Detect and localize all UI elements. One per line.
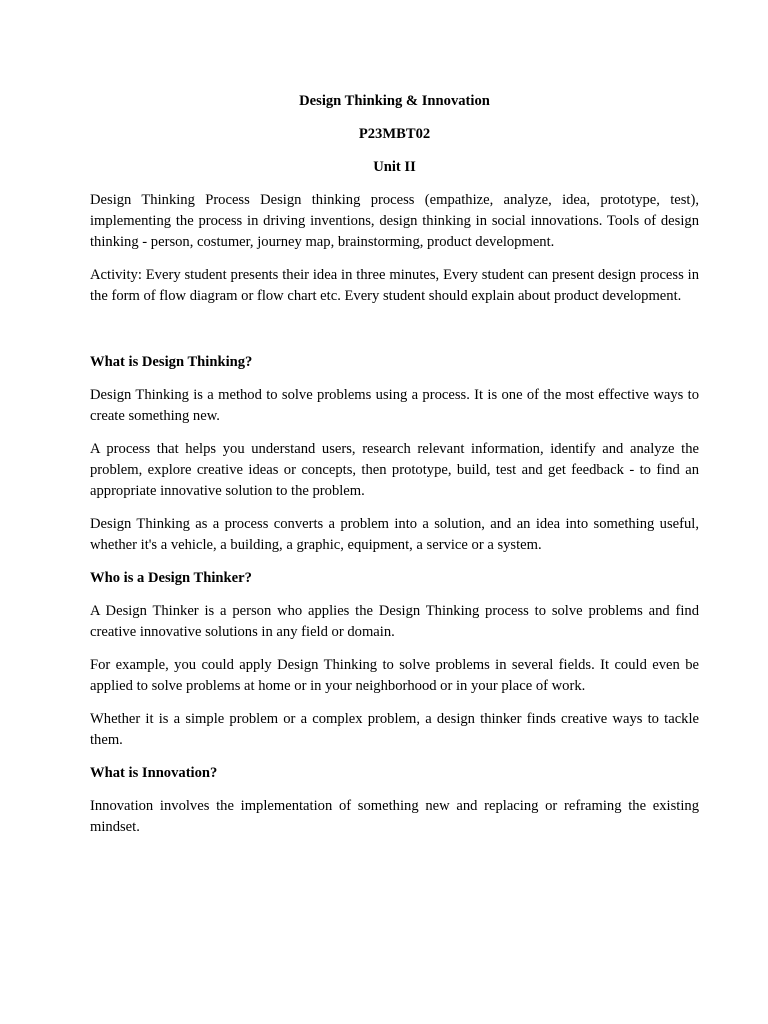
activity-paragraph: Activity: Every student presents their idea in three minutes, Every student can present design process in the form of flow diagram or flow chart etc. Every student should explain about product development. <box>90 267 699 304</box>
paragraph: Design Thinking as a process converts a problem into a solution, and an idea into something useful, whether it's a vehicle, a building, a graphic, equipment, a service or a system. <box>90 516 699 553</box>
document-page <box>90 91 699 850</box>
unit-heading: Unit II <box>373 159 416 175</box>
section-heading-design-thinker: Who is a Design Thinker? <box>90 570 252 586</box>
intro-paragraph: Design Thinking Process Design thinking process (empathize, analyze, idea, prototype, test), implementing the process in driving inventions, design thinking in social innovations. Tools of design thinking - person, costumer, journey map, brainstorming, product development. <box>90 192 699 250</box>
section-spacer <box>90 319 699 352</box>
section-heading-innovation: What is Innovation? <box>90 765 218 781</box>
course-code: P23MBT02 <box>358 126 431 142</box>
paragraph: A process that helps you understand users, research relevant information, identify and analyze the problem, explore creative ideas or concepts, then prototype, build, test and get feedback - to find an appropriate innovative solution to the problem. <box>90 441 699 499</box>
paragraph: Innovation involves the implementation of something new and replacing or reframing the existing mindset. <box>90 798 699 835</box>
document-title: Design Thinking & Innovation <box>299 93 490 109</box>
paragraph: For example, you could apply Design Thinking to solve problems in several fields. It could even be applied to solve problems at home or in your neighborhood or in your place of work. <box>90 657 699 694</box>
paragraph: Design Thinking is a method to solve problems using a process. It is one of the most effective ways to create something new. <box>90 387 699 424</box>
section-heading-design-thinking: What is Design Thinking? <box>90 354 253 370</box>
paragraph: A Design Thinker is a person who applies the Design Thinking process to solve problems and find creative innovative solutions in any field or domain. <box>90 603 699 640</box>
paragraph: Whether it is a simple problem or a complex problem, a design thinker finds creative ways to tackle them. <box>90 711 699 748</box>
